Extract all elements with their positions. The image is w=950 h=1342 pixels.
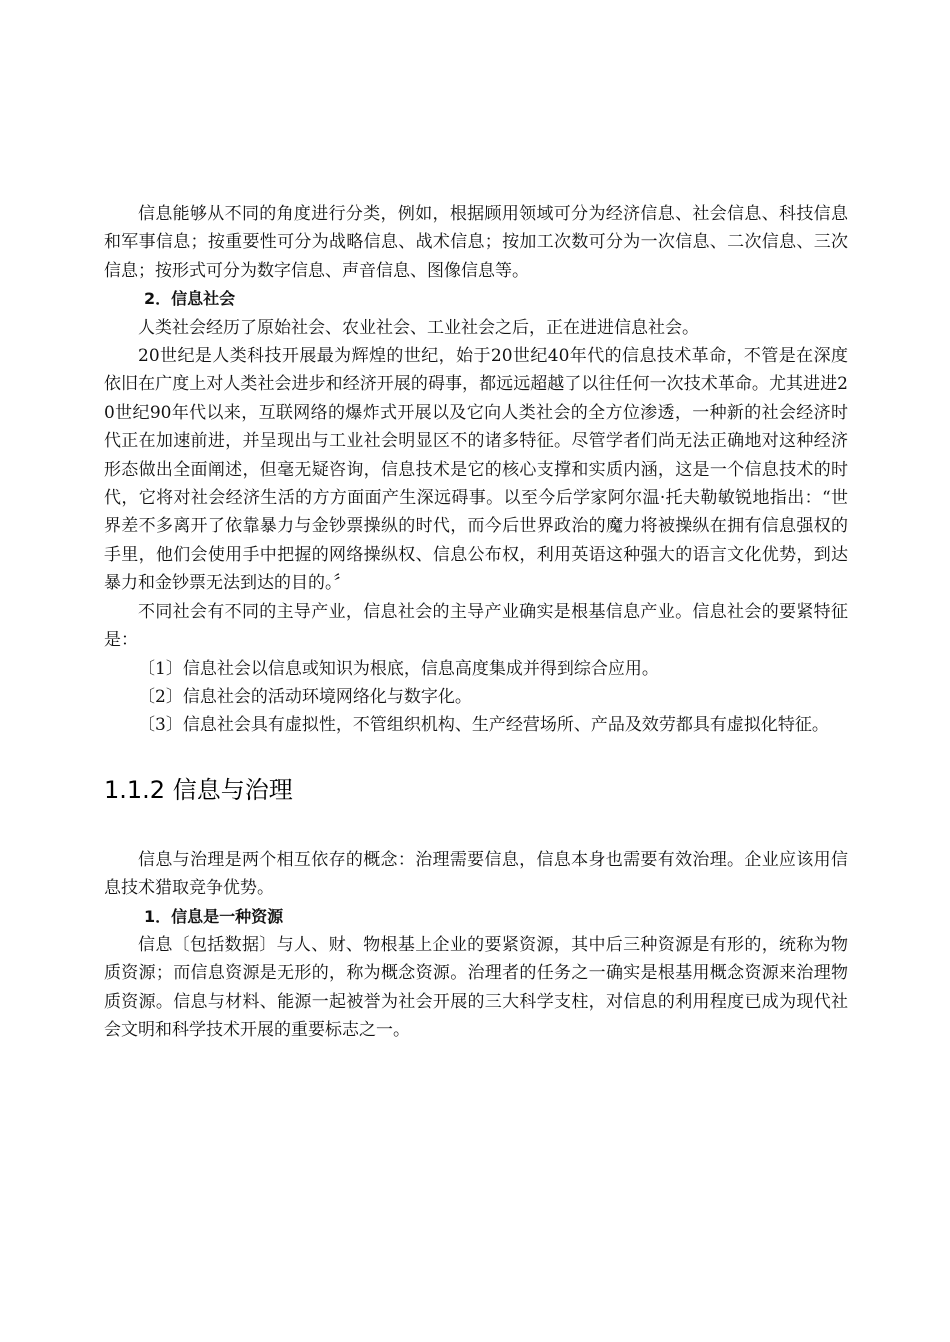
subheading-information-is-resource: 1．信息是一种资源 (144, 906, 284, 926)
feature-list-item-2: 〔2〕信息社会的活动环境网络化与数字化。 (138, 686, 472, 707)
feature-list-item-3: 〔3〕信息社会具有虚拟性，不管组织机构、生产经营场所、产品及效劳都具有虚拟化特征。 (138, 715, 829, 736)
information-resource-paragraph: 信息〔包括数据〕与人、财、物根基上企业的要紧资源，其中后三种资源是有形的，统称为物质资源；而信息资源是无形的，称为概念资源。治理者的任务之一确实是根基用概念资源来治理物质资源。信息与材料、能源一起被誉为社会开展的三大科学支柱，对信息的利用程度已成为现代社会文明和科学技术开展的重要标志之一。 (104, 934, 848, 1041)
section-heading-information-and-management: 1.1.2 信息与治理 (104, 775, 293, 804)
subheading-information-society: 2．信息社会 (144, 289, 236, 309)
dominant-industry-paragraph: 不同社会有不同的主导产业，信息社会的主导产业确实是根基信息产业。信息社会的要紧特征是： (104, 601, 848, 651)
info-classification-paragraph: 信息能够从不同的角度进行分类，例如，根据顾用领域可分为经济信息、社会信息、科技信息和军事信息；按重要性可分为战略信息、战术信息；按加工次数可分为一次信息、二次信息、三次信息；按形式可分为数字信息、声音信息、图像信息等。 (104, 204, 848, 281)
twentieth-century-paragraph: 20世纪是人类科技开展最为辉煌的世纪，始于20世纪40年代的信息技术革命，不管是在深度依旧在广度上对人类社会进步和经济开展的碍事，都远远超越了以往任何一次技术革命。尤其进进20世纪90年代以来，互联网络的爆炸式开展以及它向人类社会的全方位渗透，一种新的社会经济时代正在加速前进，并呈现出与工业社会明显区不的诸多特征。尽管学者们尚无法正确地对这种经济形态做出全面阐述，但毫无疑咨询，信息技术是它的核心支撑和实质内涵，这是一个信息技术的时代，它将对社会经济生活的方方面面产生深远碍事。以至今后学家阿尔温·托夫勒敏锐地指出：“世界差不多离开了依靠暴力与金钞票操纵的时代，而今后世界政治的魔力将被操纵在拥有信息强权的手里，他们会使用手中把握的网络操纵权、信息公布权，利用英语这种强大的语言文化优势，到达暴力和金钞票无法到达的目的。〞 (104, 346, 848, 594)
document-page (104, 200, 848, 1045)
feature-list-item-1: 〔1〕信息社会以信息或知识为根底，信息高度集成并得到综合应用。 (138, 658, 659, 679)
interdependence-paragraph: 信息与治理是两个相互依存的概念：治理需要信息，信息本身也需要有效治理。企业应该用信息技术猎取竞争优势。 (104, 849, 848, 899)
society-stages-paragraph: 人类社会经历了原始社会、农业社会、工业社会之后，正在进进信息社会。 (138, 317, 699, 338)
